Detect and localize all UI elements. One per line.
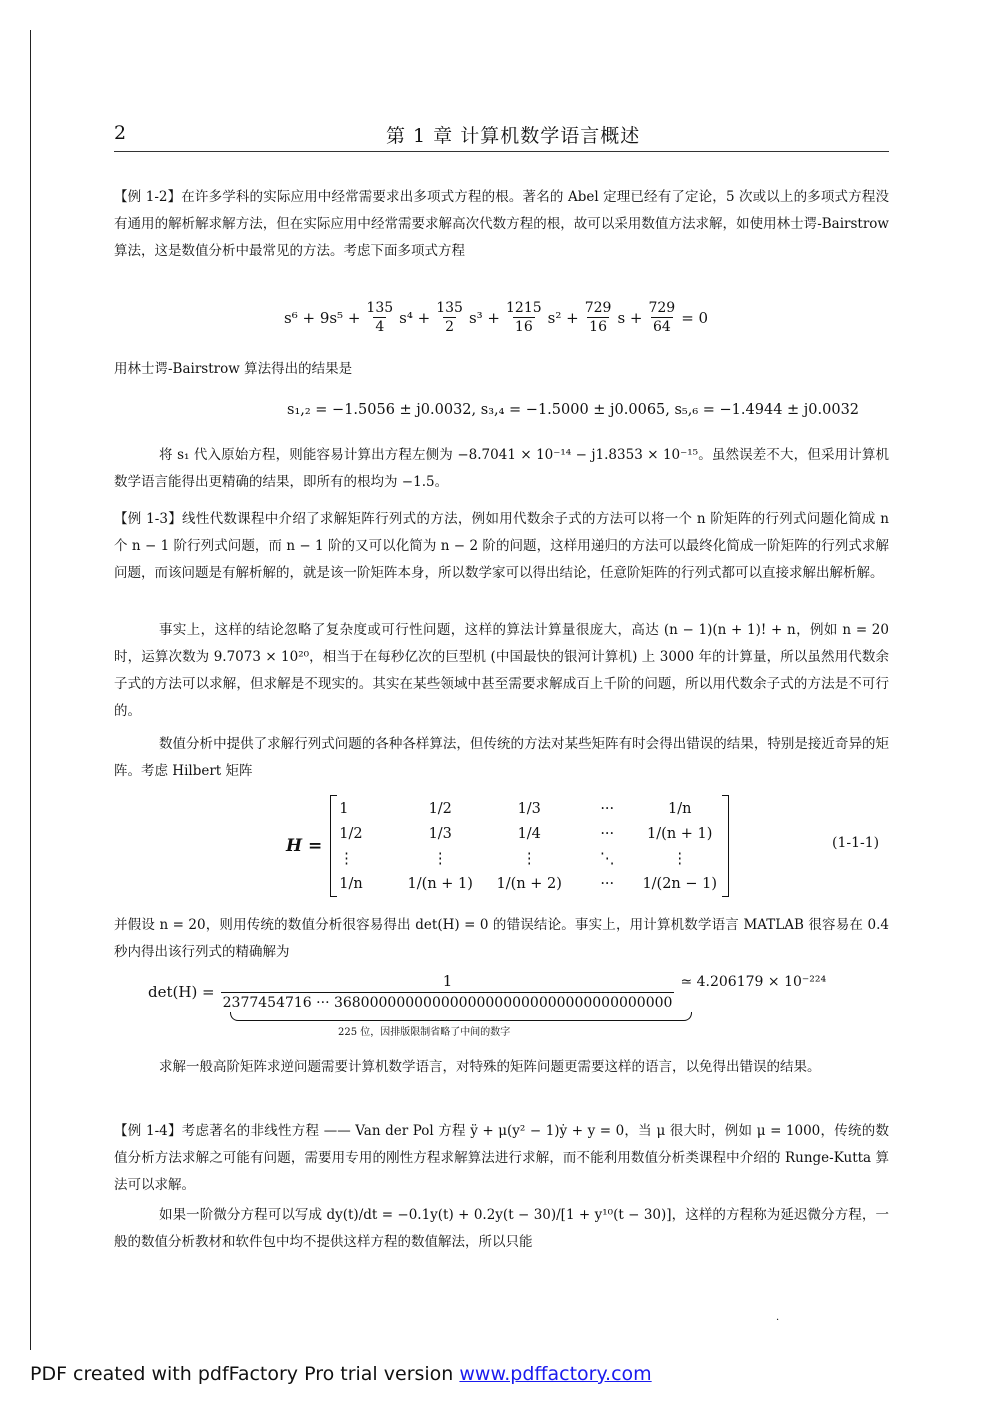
- hilbert-matrix: [286, 795, 729, 897]
- eq-term: s³ +: [468, 309, 500, 327]
- eq-term: s⁴ +: [399, 309, 431, 327]
- matrix-cell: 1/n: [339, 875, 363, 892]
- matrix-cell: 1/(n + 1): [407, 875, 473, 892]
- matrix-left-bracket: [330, 795, 337, 897]
- matrix-cell: 1/(n + 1): [647, 825, 713, 842]
- paragraph-complexity: 事实上，这样的结论忽略了复杂度或可行性问题，这样的算法计算量很庞大，高达 (n − 1)(n + 1)! + n，例如 n = 20 时，运算次数为 9.7073 × 10²⁰，相当于在每秒亿次的巨型机 (中国最快的银河计算机) 上 3000 年的计算量，所以虽然用代数余子式的方法可以求解，但求解是不现实的。其实在某些领域中甚至需要求解成百上千阶的问题，所以用代数余子式的方法是不可行的。: [114, 622, 889, 719]
- paragraph-substitution: 将 s₁ 代入原始方程，则能容易计算出方程左侧为 −8.7041 × 10⁻¹⁴ − j1.8353 × 10⁻¹⁵。虽然误差不大，但采用计算机数学语言能得出更精确的结果，即所有的根均为 −1.5。: [114, 447, 889, 490]
- matrix-cell: 1/4: [517, 825, 541, 842]
- paragraph-delay-equation: 如果一阶微分方程可以写成 dy(t)/dt = −0.1y(t) + 0.2y(t − 30)/[1 + y¹⁰(t − 30)]，这样的方程称为延迟微分方程，一般的数值分析教材和软件包中均不提供这样方程的数值解法，所以只能: [114, 1207, 889, 1250]
- frac-numerator: 1215: [506, 300, 542, 316]
- determinant-equation: [148, 970, 826, 1013]
- chapter-title: 第 1 章 计算机数学语言概述: [386, 125, 641, 147]
- frac-denominator: 16: [589, 319, 607, 335]
- page-number: 2: [114, 122, 127, 144]
- matrix-cell: ···: [600, 825, 615, 842]
- matrix-cell: ···: [600, 800, 615, 817]
- eq-term: s² +: [547, 309, 579, 327]
- matrix-cell: ⋮: [432, 850, 448, 867]
- left-margin-line: [30, 30, 31, 1350]
- polynomial-equation: [283, 300, 709, 336]
- frac-denominator: 16: [514, 319, 533, 335]
- footer-link[interactable]: www.pdffactory.com: [459, 1363, 652, 1385]
- eq-fraction: [646, 300, 677, 336]
- paragraph-example-1-2: 【例 1-2】在许多学科的实际应用中经常需要求出多项式方程的根。著名的 Abel 定理已经有了定论，5 次或以上的多项式方程没有通用的解析解求解方法，但在实际应用中经常需要求解高次代数方程的根，故可以采用数值方法求解，如使用林士谔-Bairstrow 算法，这是数值分析中最常见的方法。考虑下面多项式方程: [114, 189, 889, 259]
- matrix-cell: 1/n: [668, 800, 692, 817]
- matrix-cell: ···: [600, 875, 615, 892]
- det-fraction: [221, 970, 675, 1013]
- matrix-cell: 1: [339, 800, 349, 817]
- underbrace: [230, 1012, 692, 1021]
- paragraph-example-1-4: 【例 1-4】考虑著名的非线性方程 —— Van der Pol 方程 ÿ + μ(y² − 1)ẏ + y = 0，当 μ 很大时，例如 μ = 1000，传统的数值分析方法求解之可能有问题，需要用专用的刚性方程求解算法进行求解，而不能利用数值分析类课程中介绍的 Runge-Kutta 算法可以求解。: [114, 1123, 889, 1193]
- paragraph-inverse: 求解一般高阶矩阵求逆问题需要计算机数学语言，对特殊的矩阵问题更需要这样的语言，以免得出错误的结果。: [159, 1059, 821, 1075]
- matrix-cell: ⋮: [672, 850, 687, 867]
- matrix-right-bracket: [722, 795, 729, 897]
- pdf-footer: [30, 1363, 652, 1385]
- matrix-cell: ⋮: [339, 850, 354, 867]
- paragraph-hilbert-intro: 数值分析中提供了求解行列式问题的各种各样算法，但传统的方法对某些矩阵有时会得出错误的结果，特别是接近奇异的矩阵。考虑 Hilbert 矩阵: [114, 736, 889, 779]
- frac-numerator: 135: [366, 300, 394, 316]
- matrix-cell: ⋱: [599, 850, 615, 867]
- page-mark: ·: [776, 1315, 780, 1326]
- det-denominator: 2377454716 ··· 36800000000000000000000000000000000000: [221, 992, 675, 1013]
- eq-fraction: [364, 300, 395, 336]
- frac-numerator: 729: [584, 300, 612, 316]
- equation-number: (1-1-1): [832, 835, 880, 851]
- matrix-grid: [337, 796, 722, 896]
- eq-fraction: [434, 300, 465, 336]
- paragraph-example-1-3: 【例 1-3】线性代数课程中介绍了求解矩阵行列式的方法，例如用代数余子式的方法可以将一个 n 阶矩阵的行列式问题化简成 n 个 n − 1 阶行列式问题，而 n − 1 阶的又可以化简为 n − 2 阶的问题，这样用递归的方法可以最终化简成一阶矩阵的行列式求解问题，而该问题是有解析解的，就是该一阶矩阵本身，所以数学家可以得出结论，任意阶矩阵的行列式都可以直接求解出解析解。: [114, 511, 889, 581]
- frac-numerator: 729: [648, 300, 676, 316]
- underbrace-note: 225 位，因排版限制省略了中间的数字: [338, 1027, 511, 1038]
- matrix-cell: ⋮: [521, 850, 537, 867]
- frac-denominator: 64: [652, 319, 671, 335]
- matrix-cell: 1/(n + 2): [496, 875, 562, 892]
- matrix-cell: 1/3: [517, 800, 541, 817]
- matrix-cell: 1/2: [428, 800, 452, 817]
- det-rhs: ≃ 4.206179 × 10⁻²²⁴: [680, 973, 827, 990]
- matrix-cell: 1/2: [339, 825, 363, 842]
- eq-fraction: [583, 300, 614, 336]
- footer-text: PDF created with pdfFactory Pro trial version: [30, 1363, 460, 1385]
- matrix-cell: 1/3: [428, 825, 452, 842]
- matrix-label: H =: [286, 836, 323, 856]
- matrix-cell: 1/(2n − 1): [642, 875, 718, 892]
- frac-denominator: 2: [445, 319, 455, 335]
- paragraph-det-intro: 并假设 n = 20，则用传统的数值分析很容易得出 det(H) = 0 的错误结论。事实上，用计算机数学语言 MATLAB 很容易在 0.4 秒内得出该行列式的精确解为: [114, 917, 889, 960]
- eq-term: = 0: [681, 309, 709, 327]
- header-rule: [114, 151, 889, 152]
- eq-fraction: [504, 300, 544, 336]
- eq-term: s⁶ + 9s⁵ +: [284, 309, 361, 327]
- eq-term: s +: [617, 309, 643, 327]
- paragraph-result-intro: 用林士谔-Bairstrow 算法得出的结果是: [114, 361, 353, 377]
- det-lhs: det(H) =: [148, 982, 215, 1001]
- det-numerator: 1: [442, 972, 453, 990]
- frac-denominator: 4: [375, 319, 385, 335]
- frac-numerator: 135: [436, 300, 463, 316]
- roots-equation: s₁,₂ = −1.5056 ± j0.0032, s₃,₄ = −1.5000 ± j0.0065, s₅,₆ = −1.4944 ± j0.0032: [287, 402, 860, 418]
